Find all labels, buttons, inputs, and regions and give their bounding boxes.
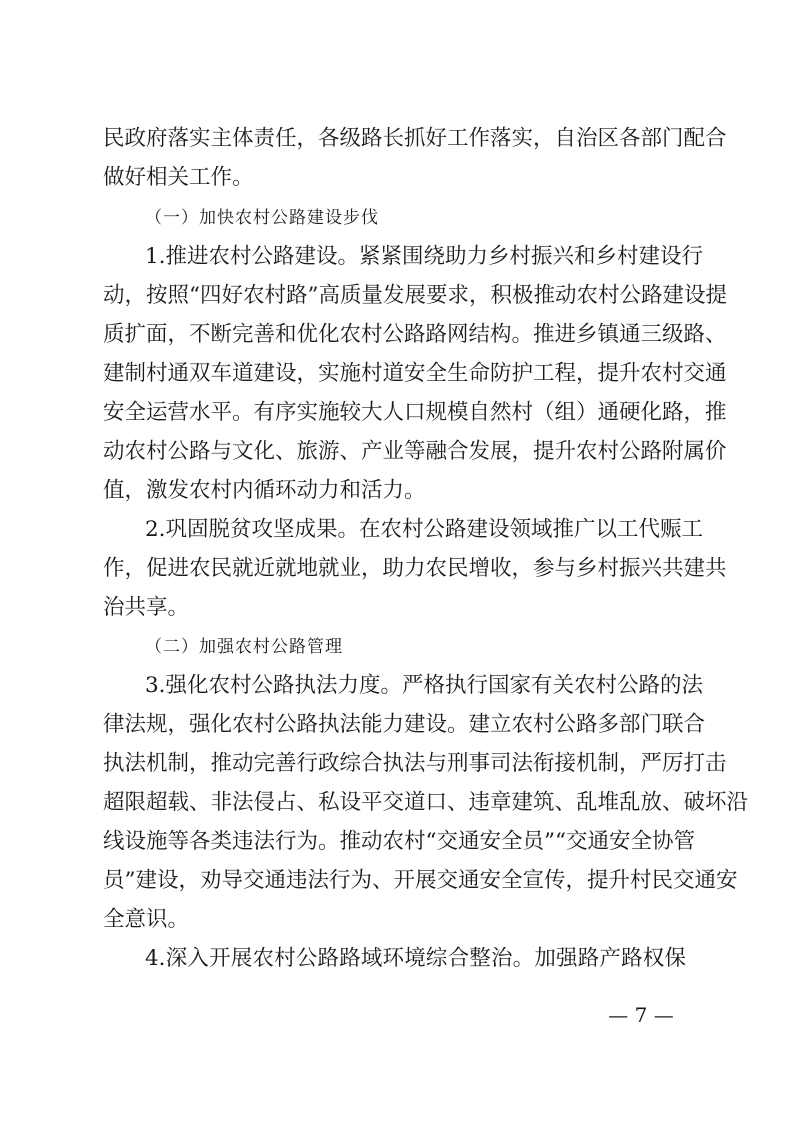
body-line: 动农村公路与文化、旅游、产业等融合发展，提升农村公路附属价 bbox=[103, 439, 727, 464]
body-line: 1.推进农村公路建设。紧紧围绕助力乡村振兴和乡村建设行 bbox=[145, 244, 704, 269]
body-line: 超限超载、非法侵占、私设平交道口、违章建筑、乱堆乱放、破坏沿 bbox=[103, 790, 749, 815]
body-line: 律法规，强化农村公路执法能力建设。建立农村公路多部门联合 bbox=[103, 712, 706, 737]
body-line: 全意识。 bbox=[103, 907, 190, 932]
body-line: 3.强化农村公路执法力度。严格执行国家有关农村公路的法 bbox=[145, 673, 704, 698]
body-line: 民政府落实主体责任，各级路长抓好工作落实，自治区各部门配合 bbox=[103, 126, 727, 151]
body-line: 安全运营水平。有序实施较大人口规模自然村（组）通硬化路，推 bbox=[103, 400, 727, 425]
body-line: 动，按照“四好农村路”高质量发展要求，积极推动农村公路建设提 bbox=[103, 283, 727, 308]
body-line: 质扩面，不断完善和优化农村公路路网结构。推进乡镇通三级路、 bbox=[103, 322, 727, 347]
body-line: 作，促进农民就近就地就业，助力农民增收，参与乡村振兴共建共 bbox=[103, 556, 727, 581]
body-line: 值，激发农村内循环动力和活力。 bbox=[103, 478, 426, 503]
body-line: 执法机制，推动完善行政综合执法与刑事司法衔接机制，严厉打击 bbox=[103, 751, 727, 776]
body-line: 做好相关工作。 bbox=[103, 165, 254, 190]
body-line: 2.巩固脱贫攻坚成果。在农村公路建设领域推广以工代赈工 bbox=[145, 517, 704, 542]
body-line: 员”建设，劝导交通违法行为、开展交通安全宣传，提升村民交通安 bbox=[103, 868, 738, 893]
body-line: 4.深入开展农村公路路域环境综合整治。加强路产路权保 bbox=[145, 946, 686, 971]
body-line: 治共享。 bbox=[103, 595, 190, 620]
body-line: 建制村通双车道建设，实施村道安全生命防护工程，提升农村交通 bbox=[103, 361, 727, 386]
page-number: — 7 — bbox=[608, 1003, 674, 1027]
section-heading: （二）加强农村公路管理 bbox=[145, 637, 343, 657]
body-line: 线设施等各类违法行为。推动农村“交通安全员”“交通安全协管 bbox=[103, 829, 695, 854]
section-heading: （一）加快农村公路建设步伐 bbox=[145, 208, 379, 228]
